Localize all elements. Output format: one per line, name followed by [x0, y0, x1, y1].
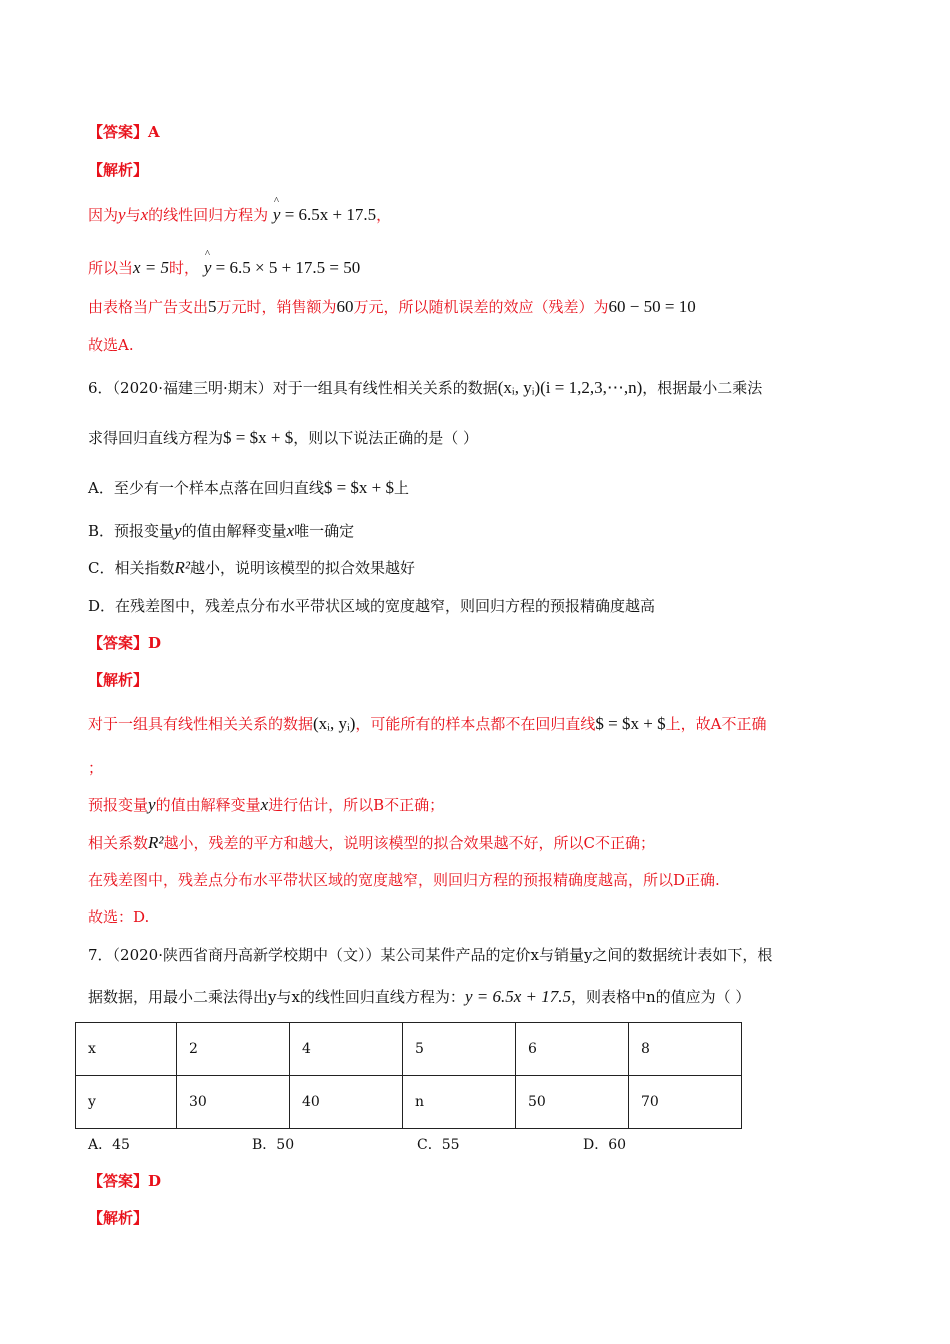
q5-analysis-label: 【解析】 — [88, 161, 149, 179]
q7-stem-line2: 据数据，用最小二乘法得出y与x的线性回归直线方程为：y = 6.5x + 17.5，则表格中n的值应为（ ） — [88, 987, 751, 1006]
q6-option-b: B．预报变量y的值由解释变量x唯一确定 — [88, 521, 355, 540]
table-row — [76, 1023, 742, 1076]
table-cell: 6 — [516, 1023, 629, 1076]
table-cell: n — [403, 1076, 516, 1129]
q7-stem-line1: 7．（2020·陕西省商丹高新学校期中（文））某公司某件产品的定价x与销量y之间的数据统计表如下，根 — [88, 946, 773, 964]
table-cell: x — [76, 1023, 177, 1076]
q6-option-a: A．至少有一个样本点落在回归直线$ = $x + $上 — [88, 478, 410, 497]
q5-analysis-line3: 由表格当广告支出5万元时，销售额为60万元，所以随机误差的效应（残差）为60 − 50 = 10 — [88, 297, 696, 316]
q5-answer-label: 【答案】A — [88, 123, 160, 141]
q6-option-c: C．相关指数R²越小，说明该模型的拟合效果越好 — [88, 558, 415, 577]
q6-stem-line1: 6．（2020·福建三明·期末）对于一组具有线性相关关系的数据(xᵢ, yᵢ)(i = 1,2,3,⋯,n)，根据最小二乘法 — [88, 378, 763, 397]
q6-option-d: D．在残差图中，残差点分布水平带状区域的宽度越窄，则回归方程的预报精确度越高 — [88, 597, 656, 615]
q6-answer-label: 【答案】D — [88, 634, 162, 652]
table-cell: 8 — [629, 1023, 742, 1076]
table-cell: 30 — [177, 1076, 290, 1129]
table-cell: 70 — [629, 1076, 742, 1129]
table-cell: 40 — [290, 1076, 403, 1129]
q7-option-c: C．55 — [417, 1137, 460, 1153]
q7-option-b: B．50 — [252, 1137, 295, 1153]
q7-option-a: A．45 — [88, 1137, 130, 1153]
q6-analysis-line4: 在残差图中，残差点分布水平带状区域的宽度越窄，则回归方程的预报精确度越高，所以D正确. — [88, 871, 720, 889]
q6-analysis-line1-cont: ； — [88, 759, 104, 777]
table-cell: 50 — [516, 1076, 629, 1129]
q5-analysis-line1: 因为y与x的线性回归方程为 ^ y = 6.5x + 17.5， — [88, 205, 391, 225]
table-cell: y — [76, 1076, 177, 1129]
table-cell: 2 — [177, 1023, 290, 1076]
q7-option-d: D．60 — [583, 1137, 627, 1153]
q6-analysis-line3: 相关系数R²越小，残差的平方和越大，说明该模型的拟合效果越不好，所以C不正确； — [88, 833, 655, 852]
q7-answer-label: 【答案】D — [88, 1172, 162, 1190]
table-cell: 4 — [290, 1023, 403, 1076]
q6-analysis-line1: 对于一组具有线性相关关系的数据(xᵢ, yᵢ)，可能所有的样本点都不在回归直线$ = $x + $上，故A不正确 — [88, 714, 767, 733]
q5-conclusion: 故选A. — [88, 336, 134, 354]
q6-conclusion: 故选：D. — [88, 908, 150, 926]
q7-data-table — [75, 1022, 742, 1129]
q6-analysis-label: 【解析】 — [88, 671, 149, 689]
q6-stem-line2: 求得回归直线方程为$ = $x + $，则以下说法正确的是（ ） — [88, 428, 478, 447]
table-cell: 5 — [403, 1023, 516, 1076]
q6-analysis-line2: 预报变量y的值由解释变量x进行估计，所以B不正确； — [88, 795, 445, 814]
table-row — [76, 1076, 742, 1129]
q7-analysis-label: 【解析】 — [88, 1209, 149, 1227]
q5-analysis-line2: 所以当x = 5时， ^ y = 6.5 × 5 + 17.5 = 50 — [88, 258, 360, 278]
